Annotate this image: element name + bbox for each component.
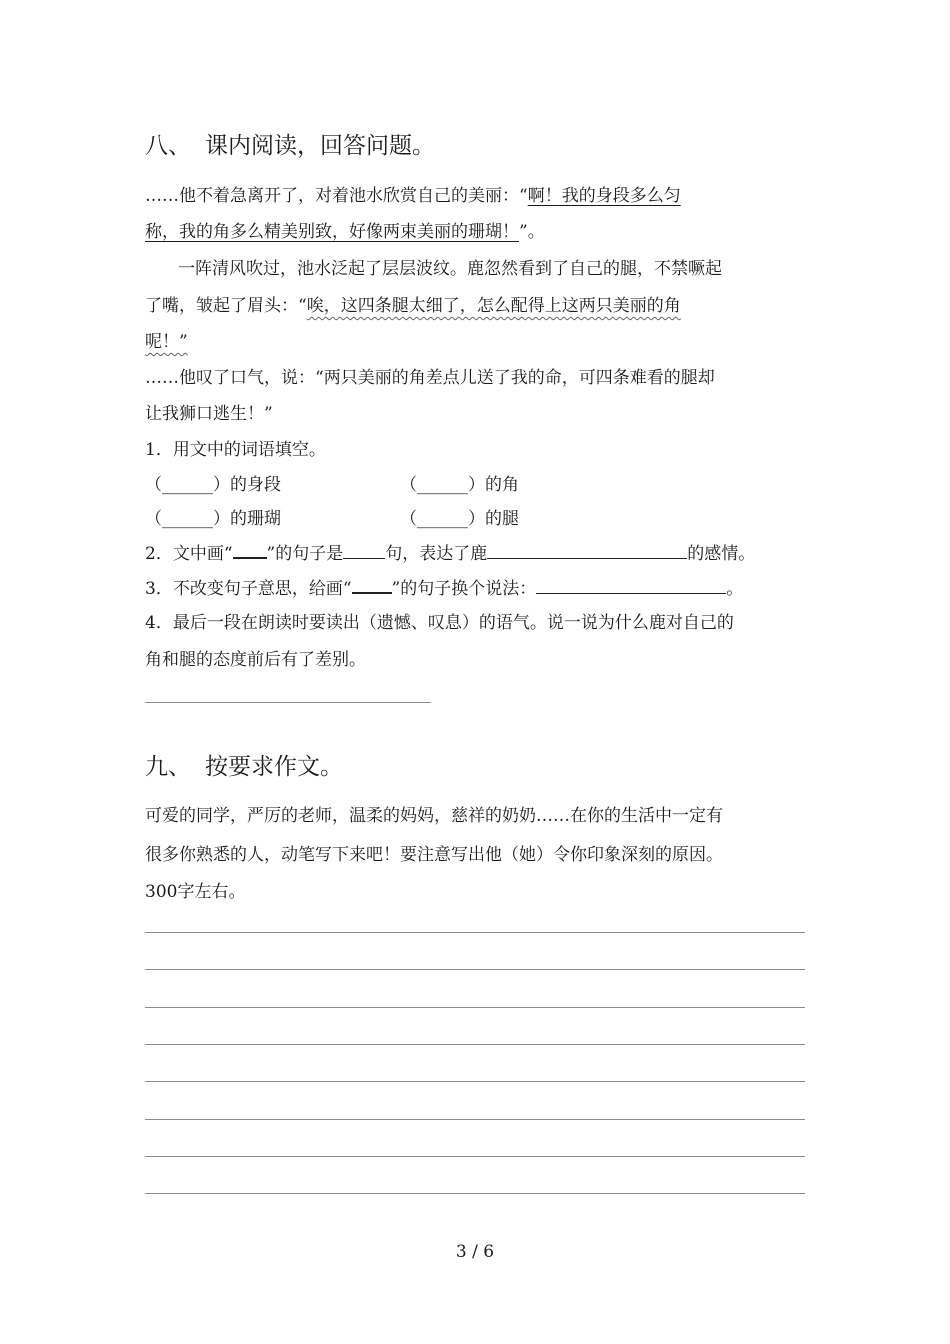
section-9-number: 九、 [145,754,191,780]
wavy-sentence-part-2: 呢！” [145,332,188,352]
writing-line[interactable] [145,1119,805,1120]
q1-row-1 [145,473,519,497]
passage-line-2 [145,220,545,244]
passage-text: ……他不着急离开了，对着池水欣赏自己的美丽：“ [145,186,528,206]
passage-line-5 [145,330,188,354]
q3-text: ”的句子换个说法： [391,579,537,599]
q1-blank-legs[interactable]: （______）的腿 [400,509,519,529]
question-3 [145,576,743,601]
writing-line[interactable] [145,1081,805,1082]
underlined-sentence-part-1: 啊！我的身段多么匀 [527,186,681,206]
wavy-line-sample [352,576,392,594]
question-4-line-2: 角和腿的态度前后有了差别。 [145,650,366,670]
q1-blank-body[interactable]: （______）的身段 [145,475,281,495]
q2-text: 的感情。 [687,544,756,564]
passage-line-7 [145,402,273,426]
q4-answer-line[interactable] [145,702,431,703]
q3-answer-blank[interactable] [536,577,726,594]
writing-line[interactable] [145,969,805,970]
question-1: 1．用文中的词语填空。 [145,440,326,460]
passage-text: 了嘴，皱起了眉头：“ [145,296,307,316]
section-8-heading [145,131,435,161]
passage-text: 一阵清风吹过，池水泛起了层层波纹。鹿忽然看到了自己的腿，不禁噘起 [178,259,722,279]
question-4-line-1: 4．最后一段在朗读时要读出（遗憾、叹息）的语气。说一说为什么鹿对自己的 [145,613,734,633]
writing-line[interactable] [145,1156,805,1157]
passage-line-1 [145,184,681,208]
section-9-heading [145,752,343,782]
writing-line[interactable] [145,1044,805,1045]
q1-blank-horns[interactable]: （______）的角 [400,475,519,495]
composition-prompt-line-3: 300字左右。 [145,882,246,902]
section-8-title: 课内阅读，回答问题。 [205,133,435,159]
q2-text: ”的句子是 [266,544,344,564]
passage-line-4 [145,294,681,318]
q1-row-2 [145,507,519,531]
q3-text: 。 [726,579,744,599]
q1-blank-coral[interactable]: （______）的珊瑚 [145,509,281,529]
section-9-title: 按要求作文。 [205,754,343,780]
passage-text: 让我狮口逃生！” [145,404,273,424]
passage-text: ……他叹了口气，说：“两只美丽的角差点儿送了我的命，可四条难看的腿却 [145,368,715,388]
question-2 [145,541,755,566]
writing-line[interactable] [145,1193,805,1194]
page-number: 3 / 6 [455,1242,495,1262]
writing-line[interactable] [145,932,805,933]
wavy-sentence-part-1: 唉，这四条腿太细了，怎么配得上这两只美丽的角 [306,296,681,316]
q2-text: 2．文中画“ [145,544,233,564]
q2-answer-blank-feeling[interactable] [487,542,687,559]
q2-answer-blank-type[interactable] [343,542,385,559]
composition-prompt-line-2: 很多你熟悉的人，动笔写下来吧！要注意写出他（她）令你印象深刻的原因。 [145,845,723,865]
underlined-sentence-part-2: 称，我的角多么精美别致，好像两束美丽的珊瑚！ [145,222,519,242]
composition-prompt-line-1: 可爱的同学，严厉的老师，温柔的妈妈，慈祥的奶奶……在你的生活中一定有 [145,806,723,826]
passage-text: ”。 [519,222,545,242]
solid-line-sample [233,541,267,559]
section-8-number: 八、 [145,133,191,159]
passage-line-6 [145,366,715,390]
q2-text: 句，表达了鹿 [385,544,488,564]
q3-text: 3．不改变句子意思，给画“ [145,579,352,599]
writing-line[interactable] [145,1007,805,1008]
passage-line-3 [178,257,722,281]
